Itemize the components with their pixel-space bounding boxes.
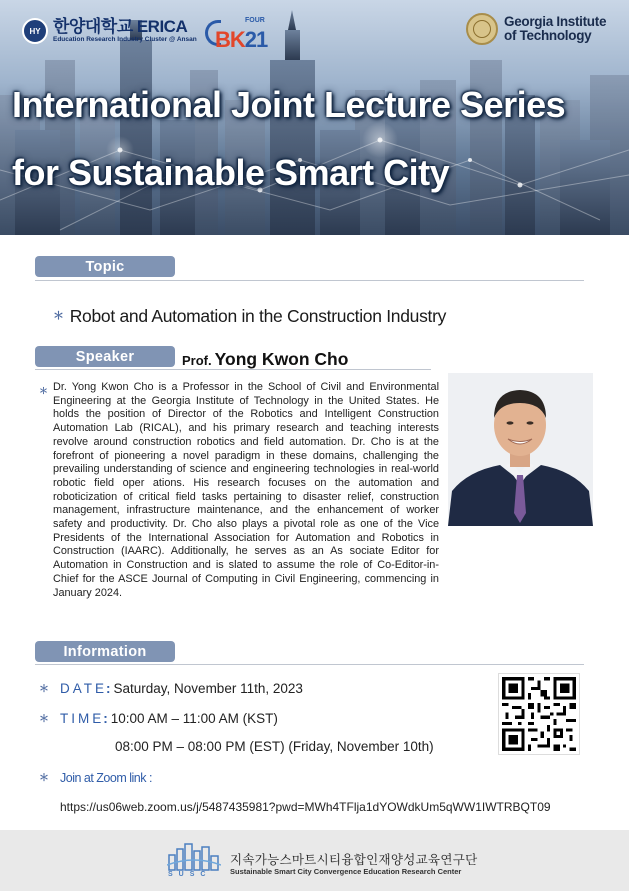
speaker-full-name: Yong Kwon Cho [214, 349, 349, 369]
time-value-secondary: 08:00 PM – 08:00 PM (EST) (Friday, November 10th) [115, 739, 434, 754]
speaker-title-prefix: Prof. [182, 353, 212, 368]
time-separator: : [103, 711, 108, 726]
hanyang-name: 한양대학교 ERICA [53, 17, 188, 36]
time-bullet-icon: ＊ [39, 714, 49, 725]
date-separator: : [106, 681, 111, 696]
page-title-line2: for Sustainable Smart City [12, 152, 450, 193]
zoom-link-url[interactable]: https://us06web.zoom.us/j/5487435981?pwd=MWh4TFlja1dYOWdkUm5qWW1IWTRBQT09 [60, 800, 551, 814]
topic-section-tab: Topic [35, 256, 175, 277]
topic-bullet-icon: ＊ [53, 310, 64, 322]
date-bullet-icon: ＊ [39, 684, 49, 695]
speaker-name [182, 349, 348, 370]
topic-text: Robot and Automation in the Construction Industry [69, 306, 447, 326]
topic-divider [35, 280, 584, 281]
footer-korean-name: 지속가능스마트시티융합인재양성교육연구단 [230, 853, 478, 867]
footer [0, 830, 629, 891]
information-section-tab: Information [35, 641, 175, 662]
speaker-bio: Dr. Yong Kwon Cho is a Professor in the School of Civil and Environmental Engineering at the Georgia Institute of Technology in the United States. He holds the position of Director of the Robotics and Intelligent Construction Automation Lab (RICAL), and his primary research and teaching interests revolve around construction robotics and field automation. Dr. Cho is at the forefront of pioneering a novel paradigm in these domains, challenging the prevailing understanding of science and engineering technologies in real-world robotic field oper ations. His research focuses on the automation and roboticization of critical field tasks pertaining to disaster relief, construction management, infrastructure maintenance, and the enhancement of worker safety and productivity. Dr. Cho also plays a pivotal role as one of the Vice Presidents of the International Association for Automation and Robotics in Construction (IAARC). Additionally, he serves as an As sociate Editor for Automation in Construction and is slated to assume the role of Co-Editor-in-Chief for the ASCE Journal of Computing in Civil Engineering, commencing in January 2024. [53, 381, 439, 599]
bk21-four-text: FOUR [245, 17, 265, 24]
zoom-bullet-icon: ＊ [39, 773, 49, 784]
logo-bar [0, 0, 629, 60]
page-title-line1: International Joint Lecture Series [12, 84, 566, 125]
time-label: TIME [60, 711, 105, 726]
date-value: Saturday, November 11th, 2023 [113, 681, 303, 696]
zoom-link-label: Join at Zoom link : [60, 771, 152, 785]
hanyang-emblem-icon: HY [22, 18, 48, 44]
susc-letters: SUSC [168, 871, 212, 878]
info-zoom-row [39, 769, 152, 785]
info-date-row [39, 680, 303, 696]
georgia-tech-name-line2: of Technology [504, 28, 592, 43]
bk21-bk-text: BK [215, 27, 245, 52]
speaker-section-tab: Speaker [35, 346, 175, 367]
susc-city-icon [167, 841, 221, 871]
footer-english-name: Sustainable Smart City Convergence Education Research Center [230, 867, 462, 876]
bio-bullet-icon: ＊ [39, 386, 49, 396]
hanyang-erica-logo [22, 18, 197, 44]
georgia-tech-logo [466, 13, 606, 45]
speaker-photo [448, 373, 593, 526]
bk21-number-text: 21 [244, 27, 268, 52]
time-value: 10:00 AM – 11:00 AM (KST) [110, 711, 278, 726]
topic-title [53, 306, 446, 327]
bk21-four-logo [205, 17, 270, 51]
information-divider [35, 664, 584, 665]
georgia-tech-seal-icon [466, 13, 498, 45]
georgia-tech-name-line1: Georgia Institute [504, 14, 607, 29]
hanyang-subtitle: Education Research Industry Cluster @ Ansan [53, 36, 197, 43]
date-label: DATE [60, 681, 108, 696]
zoom-qr-code[interactable] [498, 673, 580, 755]
info-time-row [39, 710, 278, 726]
header-banner [0, 0, 629, 235]
